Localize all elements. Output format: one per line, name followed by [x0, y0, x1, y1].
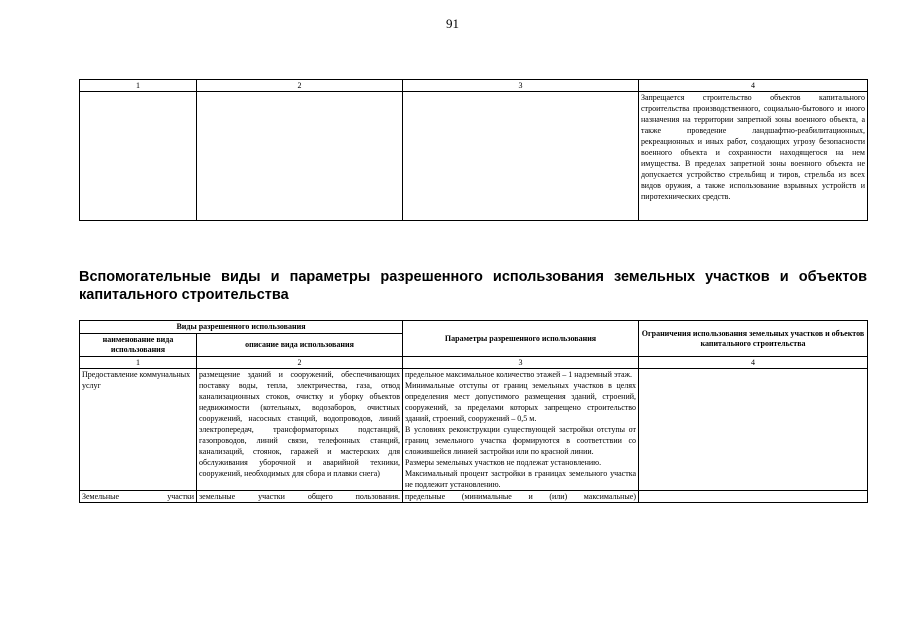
empty-cell — [197, 92, 403, 221]
use-restrictions — [639, 369, 868, 491]
column-number-row — [80, 80, 868, 92]
use-restrictions — [639, 491, 868, 503]
empty-cell — [80, 92, 197, 221]
parameter-line: В условиях реконструкции существующей застройки отступы от границ земельного участка формируются в соответствии со сложившейся линией застройки или по красной линии. — [405, 425, 637, 456]
column-number: 2 — [197, 80, 403, 92]
continued-restrictions-table — [79, 79, 868, 221]
table-row — [80, 369, 868, 491]
use-parameters: предельные (минимальные и (или) максимальные) — [403, 491, 639, 503]
parameters-header: Параметры разрешенного использования — [403, 321, 639, 357]
parameter-line: Размеры земельных участков не подлежат установлению. — [405, 458, 602, 467]
use-name: Предоставление коммунальных услуг — [80, 369, 197, 491]
auxiliary-uses-table — [79, 320, 868, 503]
column-number: 4 — [639, 357, 868, 369]
restriction-text: Запрещается строительство объектов капитального строительства производственного, социально-бытового и иного назначения на территории запретной зоны военного объекта, а также проведение ландшафтно-реабилитационных, рекреационных и иных работ, создающих угрозу безопасности военного объекта и сохранности находящегося на нем имущества. В пределах запретной зоны военного объекта не допускается устройство стрельбищ и тиров, стрельба из всех видов оружия, а также использование взрывных устройств и пиротехнических средств. — [639, 92, 868, 221]
column-number: 4 — [639, 80, 868, 92]
column-number-row — [80, 357, 868, 369]
use-name: Земельные участки — [80, 491, 197, 503]
column-number: 2 — [197, 357, 403, 369]
parameter-line: Максимальный процент застройки в границах земельного участка не подлежит установлению. — [405, 469, 637, 489]
name-header: наименование вида использования — [80, 334, 197, 357]
group-header: Виды разрешенного использования — [80, 321, 403, 334]
column-number: 1 — [80, 357, 197, 369]
use-parameters — [403, 369, 639, 491]
description-header: описание вида использования — [197, 334, 403, 357]
section-heading: Вспомогательные виды и параметры разрешенного использования земельных участков и объектов капитального строительства — [79, 269, 867, 303]
use-description: размещение зданий и сооружений, обеспечивающих поставку воды, тепла, электричества, газа, отвод канализационных стоков, очистку и уборку объектов недвижимости (котельных, водозаборов, очистных сооружений, насосных станций, водопроводов, линий электропередач, трансформаторных подстанций, газопроводов, линий связи, телефонных станций, канализаций, стоянок, гаражей и мастерских для обслуживания уборочной и аварийной техники, сооружений, необходимых для сбора и плавки снега) — [197, 369, 403, 491]
header-row — [80, 321, 868, 334]
use-description: земельные участки общего пользования. — [197, 491, 403, 503]
parameter-line: Минимальные отступы от границ земельных участков в целях определения мест допустимого размещения зданий, строений, сооружений, за пределами которых запрещено строительство зданий, строений, сооружений – 0,5 м. — [405, 381, 637, 423]
table-row — [80, 92, 868, 221]
page-number: 91 — [446, 16, 459, 31]
column-number: 1 — [80, 80, 197, 92]
empty-cell — [403, 92, 639, 221]
column-number: 3 — [403, 80, 639, 92]
parameter-line: предельное максимальное количество этажей – 1 надземный этаж. — [405, 370, 633, 379]
column-number: 3 — [403, 357, 639, 369]
table-row — [80, 491, 868, 503]
restrictions-header: Ограничения использования земельных участков и объектов капитального строительства — [639, 321, 868, 357]
